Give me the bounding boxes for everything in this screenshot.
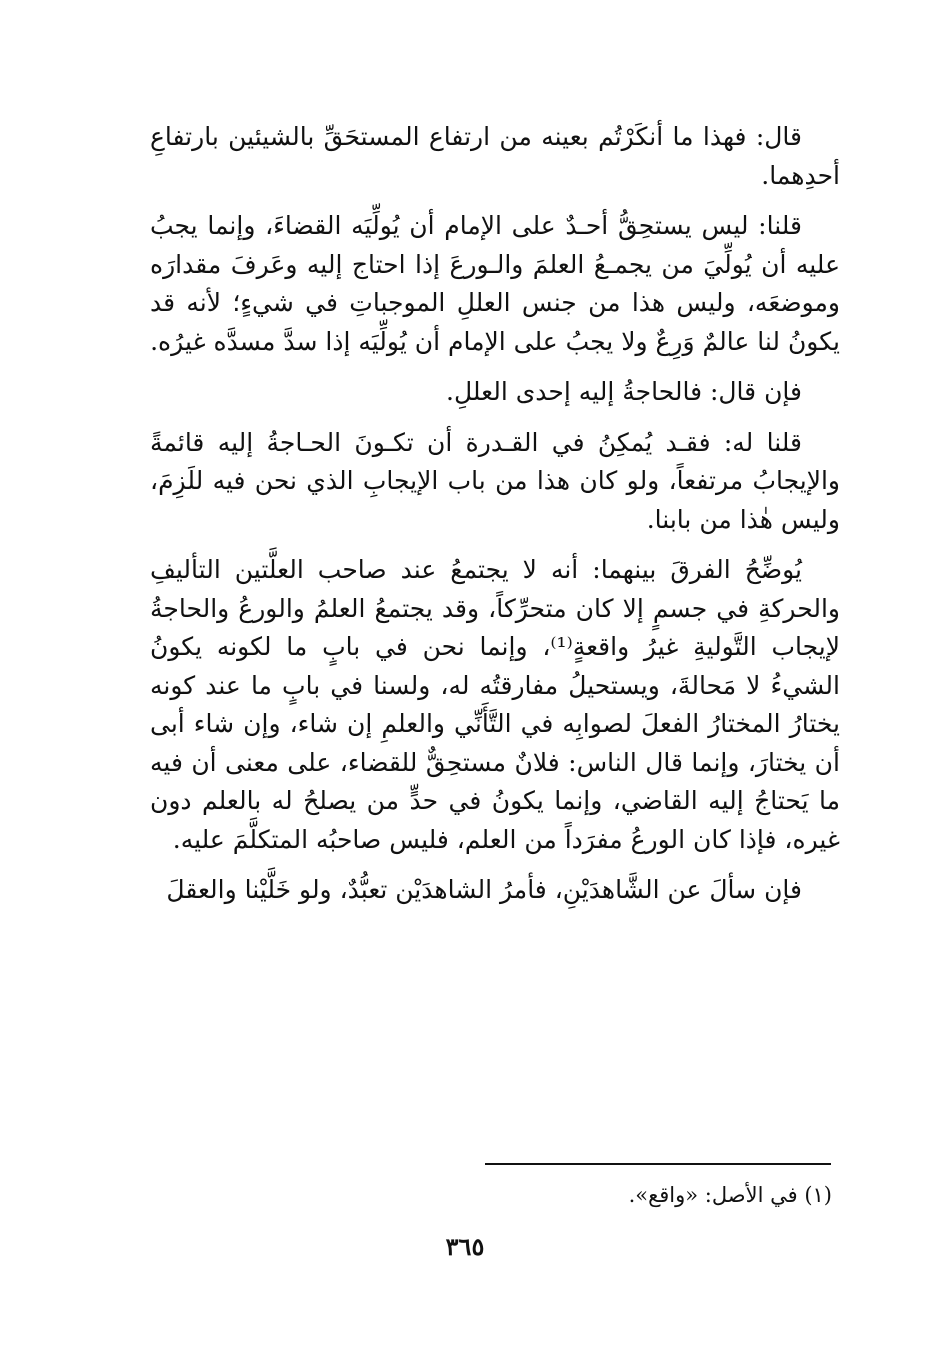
page-number: ٣٦٥: [445, 1232, 485, 1261]
paragraph-2: قلنا: ليس يستحِقُّ أحـدٌ على الإمام أن يُولِّيَه القضاءَ، وإنما يجبُ عليه أن يُولِّيَ من يجمـعُ العلمَ والـورعَ إذا احتاج إليه وعَرفَ مقدارَه وموضعَه، وليس هذا من جنس العللِ الموجباتِ في شيءٍ؛ لأنه قد يكونُ لنا عالمٌ وَرِعٌ ولا يجبُ على الإمام أن يُولِّيَه إذا سدَّ مسدَّه غيرُه.: [150, 211, 840, 356]
footnote: (١) في الأصل: «واقع».: [628, 1183, 832, 1207]
paragraph-3: فإن قال: فالحاجةُ إليه إحدى العللِ.: [446, 377, 802, 406]
paragraph-6: فإن سألَ عن الشَّاهدَيْنِ، فأمرُ الشاهدَيْن تعبُّدٌ، ولو خَلَّيْنا والعقلَ: [166, 875, 802, 904]
paragraph-1: قال: فهذا ما أنكَرْتُم بعينه من ارتفاع المستحَقِّ بالشيئين بارتفاعِ أحدِهما.: [150, 122, 840, 190]
paragraph-4: قلنا له: فقـد يُمكِنُ في القـدرة أن تكـونَ الحـاجةُ إليه قائمةً والإيجابُ مرتفعاً، ولو كان هذا من باب الإيجابِ الذي نحن فيه للَزِمَ، وليس هٰذا من بابنا.: [150, 427, 840, 534]
paragraph-5: يُوضِّحُ الفرقَ بينهما: أنه لا يجتمعُ عند صاحب العلَّتين التأليفِ والحركةِ في جسمٍ إلا كان متحرِّكاً، وقد يجتمعُ العلمُ والورعُ والحاجةُ لإيجاب التَّوليةِ غيرُ واقعةٍ⁽¹⁾، وإنما نحن في بابٍ ما لكونه يكونُ الشيءُ لا مَحالةَ، ويستحيلُ مفارقتُه له، ولسنا في بابٍ ما عند كونه يختارُ المختارُ الفعلَ لصوابِه في التَّأَنِّي والعلمِ إن شاء، وإن شاء أبى أن يختارَ، وإنما قال الناس: فلانٌ مستحِقٌّ للقضاء، على معنى أن فيه ما يَحتاجُ إليه القاضي، وإنما يكونُ في حدٍّ من يصلحُ له بالعلم دون غيره، فإذا كان الورعُ مفرَداً من العلم، فليس صاحبُه المتكلَّمَ عليه.: [150, 555, 840, 854]
main-text-block: [150, 118, 840, 910]
footnote-divider: [485, 1163, 831, 1165]
